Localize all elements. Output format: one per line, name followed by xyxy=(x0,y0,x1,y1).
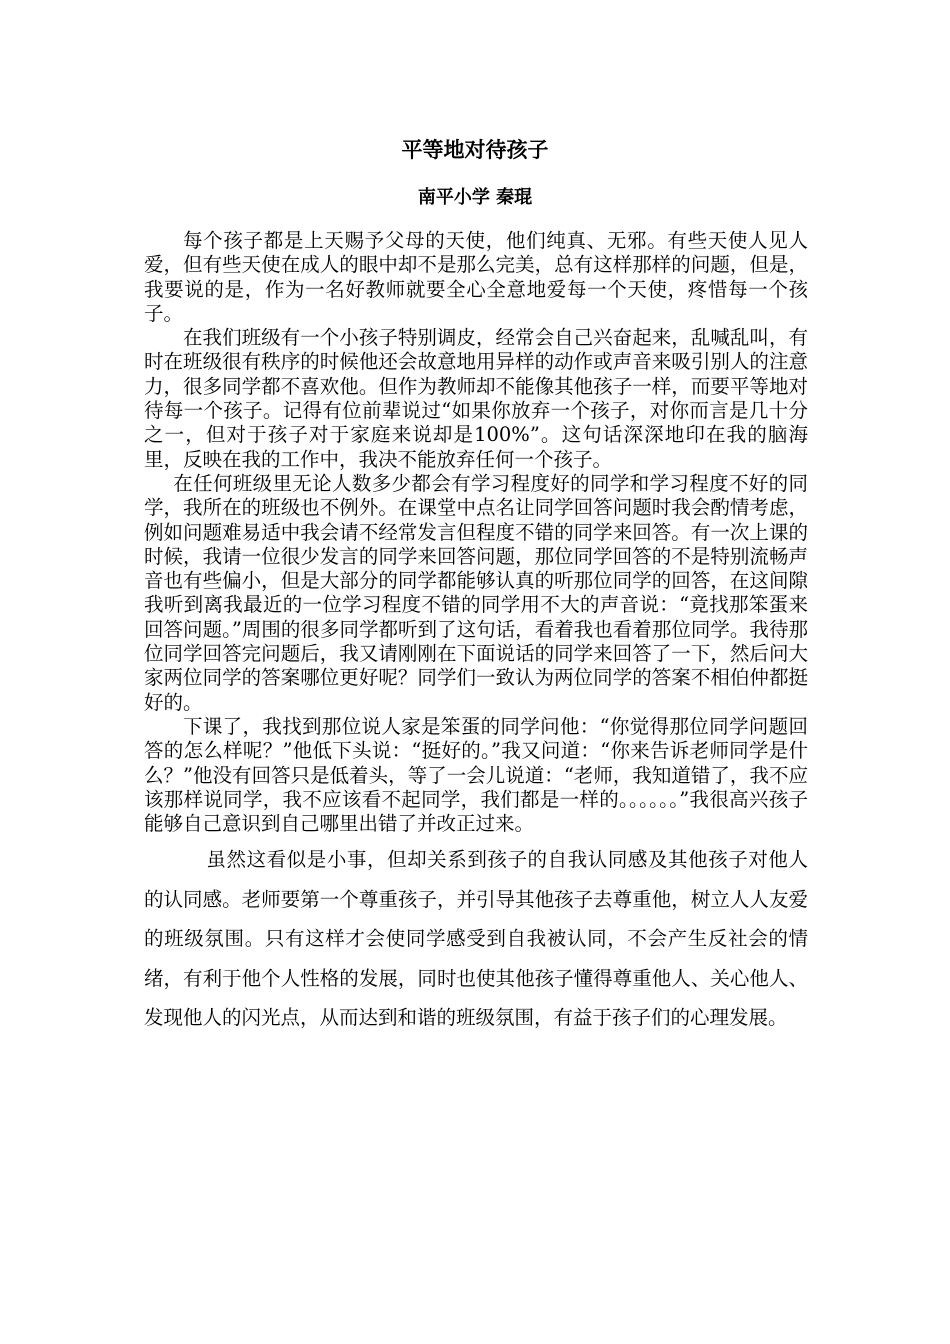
paragraph: 下课了，我找到那位说人家是笨蛋的同学问他：“你觉得那位同学问题回答的怎么样呢？”他低下头说：“挺好的。”我又问道：“你来告诉老师同学是什么？”他没有回答只是低着头，等了一会儿说道：“老师，我知道错了，我不应该那样说同学，我不应该看不起同学，我们都是一样的。。。。。。”我很高兴孩子能够自己意识到自己哪里出错了并改正过来。 xyxy=(144,714,808,836)
document-body xyxy=(144,229,808,1038)
document-author: 南平小学 秦琨 xyxy=(417,187,533,208)
paragraph: 每个孩子都是上天赐予父母的天使，他们纯真、无邪。有些天使人见人爱，但有些天使在成人的眼中却不是那么完美，总有这样那样的问题，但是，我要说的是，作为一名好教师就要全心全意地爱每一个天使，疼惜每一个孩子。 xyxy=(144,229,808,325)
paragraph: 在任何班级里无论人数多少都会有学习程度好的同学和学习程度不好的同学，我所在的班级也不例外。在课堂中点名让同学回答问题时我会酌情考虑，例如问题难易适中我会请不经常发言但程度不错的同学来回答。有一次上课的时候，我请一位很少发言的同学来回答问题，那位同学回答的不是特别流畅声音也有些偏小，但是大部分的同学都能够认真的听那位同学的回答，在这间隙我听到离我最近的一位学习程度不错的同学用不大的声音说：“竟找那笨蛋来回答问题。”周围的很多同学都听到了这句话，看着我也看着那位同学。我待那位同学回答完问题后，我又请刚刚在下面说话的同学来回答了一下，然后问大家两位同学的答案哪位更好呢？同学们一致认为两位同学的答案不相伯仲都挺好的。 xyxy=(144,471,808,714)
paragraph: 虽然这看似是小事，但却关系到孩子的自我认同感及其他孩子对他人的认同感。老师要第一个尊重孩子，并引导其他孩子去尊重他，树立人人友爱的班级氛围。只有这样才会使同学感受到自我被认同，不会产生反社会的情绪，有利于他个人性格的发展，同时也使其他孩子懂得尊重他人、关心他人、发现他人的闪光点，从而达到和谐的班级氛围，有益于孩子们的心理发展。 xyxy=(144,848,808,1030)
document-title: 平等地对待孩子 xyxy=(401,137,549,162)
paragraph: 在我们班级有一个小孩子特别调皮，经常会自己兴奋起来，乱喊乱叫，有时在班级很有秩序的时候他还会故意地用异样的动作或声音来吸引别人的注意力，很多同学都不喜欢他。但作为教师却不能像其他孩子一样，而要平等地对待每一个孩子。记得有位前辈说过“如果你放弃一个孩子，对你而言是几十分之一，但对于孩子对于家庭来说却是100%”。这句话深深地印在我的脑海里，反映在我的工作中，我决不能放弃任何一个孩子。 xyxy=(144,326,808,471)
